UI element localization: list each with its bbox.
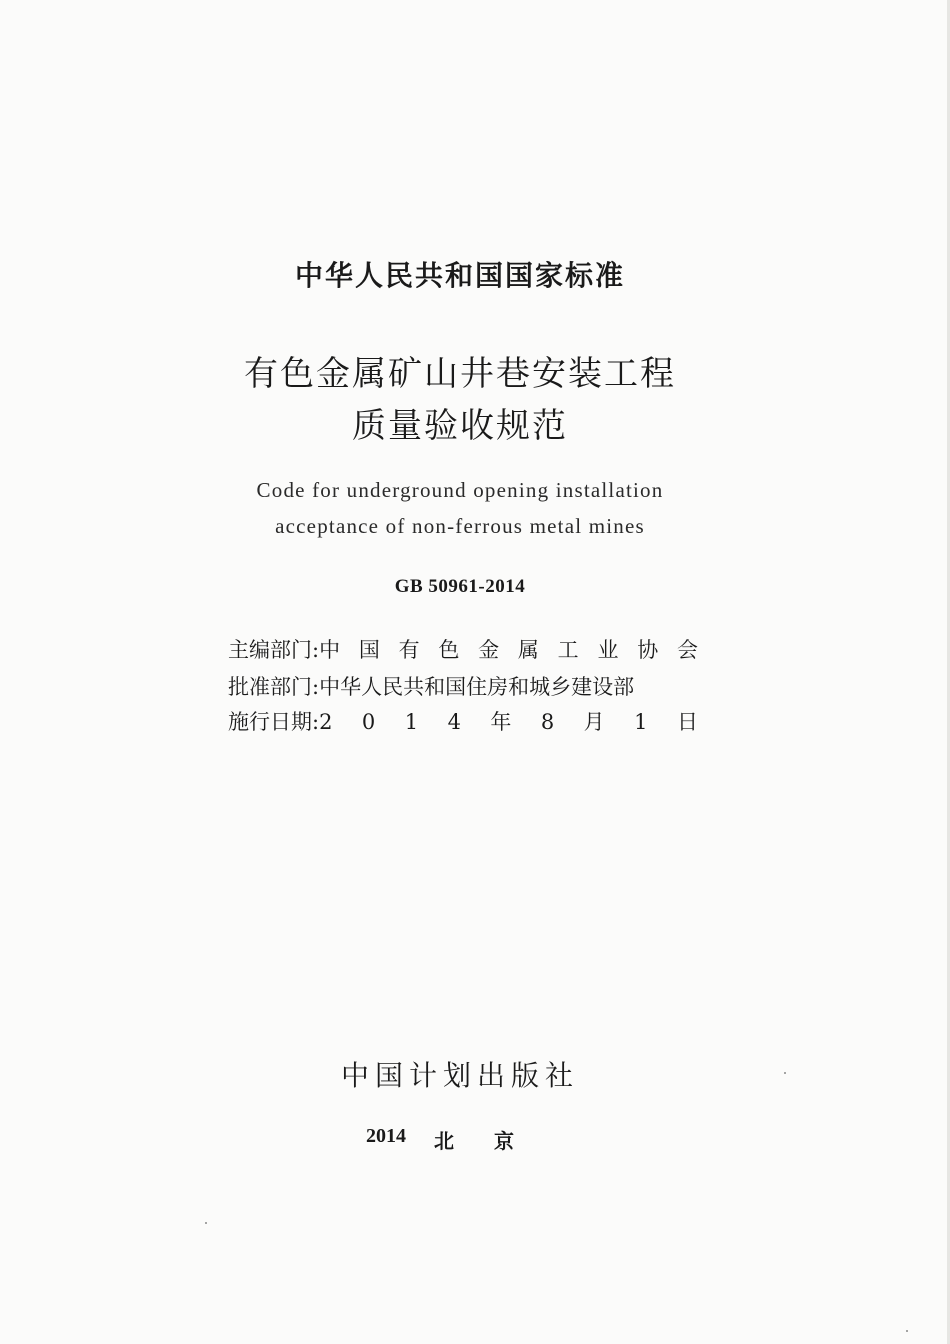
editor-char: 属 [517,638,539,662]
document-title-line-2: 质量验收规范 [352,406,568,446]
effective-date-label: 施行日期: [228,710,320,734]
editor-char: 会 [676,638,698,662]
editor-char: 协 [637,638,659,662]
editor-department-row [228,634,698,666]
date-char: 0 [361,710,376,734]
scan-speck [784,1072,786,1074]
editor-department-label: 主编部门: [228,638,320,662]
editor-char: 中 [319,638,341,662]
editor-char: 工 [557,638,579,662]
document-title-line-1: 有色金属矿山井巷安装工程 [244,354,676,394]
effective-date-row [228,706,698,738]
date-char: 4 [447,710,461,734]
date-char: 年 [490,710,512,734]
editor-char: 色 [438,638,460,662]
editor-department-value [319,634,698,666]
scan-speck [906,1330,908,1332]
publication-city: 北京 [434,1129,554,1153]
publication-place-row [0,1125,920,1154]
editor-char: 国 [358,638,380,662]
approver-department-row [228,671,698,703]
standard-series-heading: 中华人民共和国国家标准 [294,259,625,292]
english-title-line-1: Code for underground opening installation [256,478,664,502]
date-char: 8 [540,710,555,734]
english-title-line-2: acceptance of non-ferrous metal mines [275,514,645,538]
date-char: 1 [404,710,419,734]
publisher-name: 中国计划出版社 [340,1059,579,1092]
scan-speck [205,1222,207,1224]
standard-code: GB 50961-2014 [394,576,526,597]
approver-department-label: 批准部门: [228,675,320,699]
editor-char: 金 [478,638,500,662]
date-char: 日 [676,710,698,734]
date-char: 2 [319,710,333,734]
publication-year: 2014 [366,1125,406,1147]
approver-department-value: 中华人民共和国住房和城乡建设部 [319,675,635,699]
date-char: 1 [634,710,648,734]
editor-char: 业 [597,638,619,662]
effective-date-value [319,706,698,738]
date-char: 月 [583,710,605,734]
editor-char: 有 [398,638,420,662]
